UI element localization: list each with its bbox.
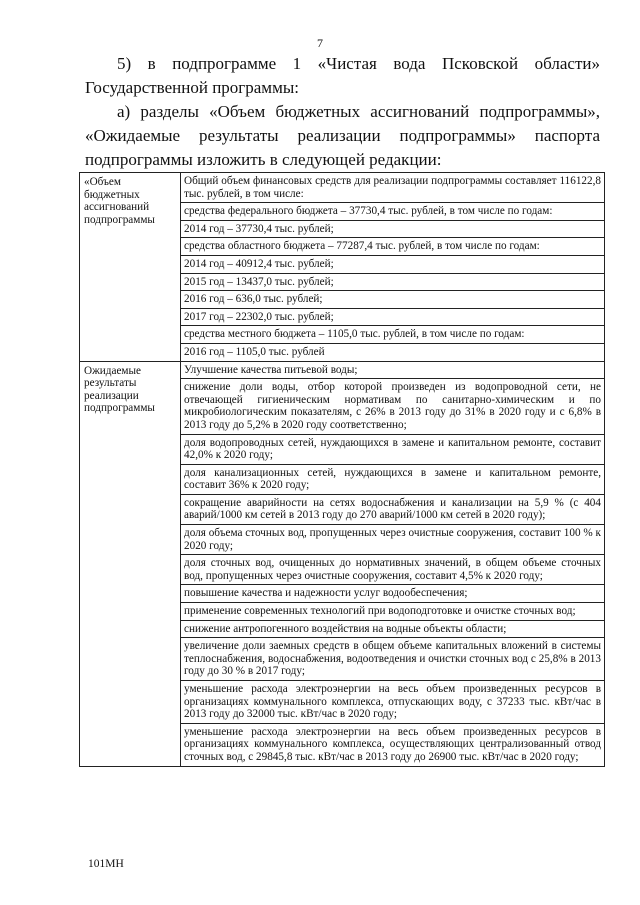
passport-table <box>79 172 605 767</box>
list-item: снижение антропогенного воздействия на водные объекты области; <box>181 621 604 639</box>
list-item: 2017 год – 22302,0 тыс. рублей; <box>181 309 604 327</box>
list-item: сокращение аварийности на сетях водоснабжения и канализации на 5,9 % (с 404 аварий/1000 км сетей в 2013 году до 270 аварий/1000 км сетей в 2020 году); <box>181 495 604 525</box>
list-item: средства областного бюджета – 77287,4 тыс. рублей, в том числе по годам: <box>181 238 604 256</box>
list-item: 2016 год – 1105,0 тыс. рублей <box>184 345 325 358</box>
list-item: доля объема сточных вод, пропущенных через очистные сооружения, составит 100 % к 2020 году; <box>181 525 604 555</box>
intro-line-2: Государственной программы: <box>85 78 299 97</box>
list-item: средства местного бюджета – 1105,0 тыс. рублей, в том числе по годам: <box>181 326 604 344</box>
list-item: Улучшение качества питьевой воды; <box>181 362 604 380</box>
list-item: 2014 год – 37730,4 тыс. рублей; <box>181 221 604 239</box>
table-row <box>80 361 605 766</box>
list-item: 2016 год – 636,0 тыс. рублей; <box>181 291 604 309</box>
list-item: доля сточных вод, очищенных до нормативных значений, в общем объеме сточных вод, пропущенных через очистные сооружения, составит 4,5% к 2020 году; <box>181 555 604 585</box>
intro-line-1: 5) в подпрограмме 1 «Чистая вода Псковской области» <box>117 54 600 73</box>
list-item: Общий объем финансовых средств для реализации подпрограммы составляет 116122,8 тыс. рублей, в том числе: <box>181 173 604 203</box>
list-item: уменьшение расхода электроэнергии на весь объем произведенных ресурсов в организациях коммунального комплекса, отпускающих воду, с 37233 тыс. кВт/час в 2013 году до 32000 тыс. кВт/час в 2020 году; <box>181 681 604 724</box>
intro-line-5: подпрограммы изложить в следующей редакции: <box>85 150 442 169</box>
list-item: 2014 год – 40912,4 тыс. рублей; <box>181 256 604 274</box>
list-item: повышение качества и надежности услуг водообеспечения; <box>181 585 604 603</box>
list-item: увеличение доли заемных средств в общем объеме капитальных вложений в системы теплоснабжения, водоснабжения, водоотведения и очистки сточных вод с 25,8% в 2013 году до 30 % в 2017 году; <box>181 638 604 681</box>
intro-line-4: «Ожидаемые результаты реализации подпрограммы» паспорта <box>85 126 600 145</box>
list-item: применение современных технологий при водоподготовке и очистке сточных вод; <box>181 603 604 621</box>
list-item: доля канализационных сетей, нуждающихся в замене и капитальном ремонте, составит 36% к 2020 году; <box>181 465 604 495</box>
list-item: доля водопроводных сетей, нуждающихся в замене и капитальном ремонте, составит 42,0% к 2020 году; <box>181 435 604 465</box>
section-content <box>181 361 605 766</box>
list-item: 2015 год – 13437,0 тыс. рублей; <box>181 274 604 292</box>
table-row <box>80 173 605 362</box>
list-item: снижение доли воды, отбор которой произведен из водопроводной сети, не отвечающей гигиеническим нормативам по санитарно-химическим и по микробиологическим показателям, с 26% в 2013 году до 31% в 2020 году и с 6,8% в 2013 году до 5,2% в 2020 году соответственно; <box>181 379 604 434</box>
page-number: 7 <box>317 36 323 50</box>
intro-line-3: а) разделы «Объем бюджетных ассигнований подпрограммы», <box>117 102 600 121</box>
section-label: Ожидаемые результаты реализации подпрограммы <box>80 361 181 766</box>
section-label: «Объем бюджетных ассигнований подпрограммы <box>80 173 181 362</box>
list-item: средства федерального бюджета – 37730,4 тыс. рублей, в том числе по годам: <box>181 203 604 221</box>
document-code: 101МН <box>88 858 124 870</box>
section-content <box>181 173 605 362</box>
intro-paragraph <box>85 52 600 172</box>
list-item: уменьшение расхода электроэнергии на весь объем произведенных ресурсов в организациях коммунального комплекса, осуществляющих централизованный отвод сточных вод, с 29845,8 тыс. кВт/час в 2013 году до 26900 тыс. кВт/час в 2020 году; <box>184 725 601 763</box>
